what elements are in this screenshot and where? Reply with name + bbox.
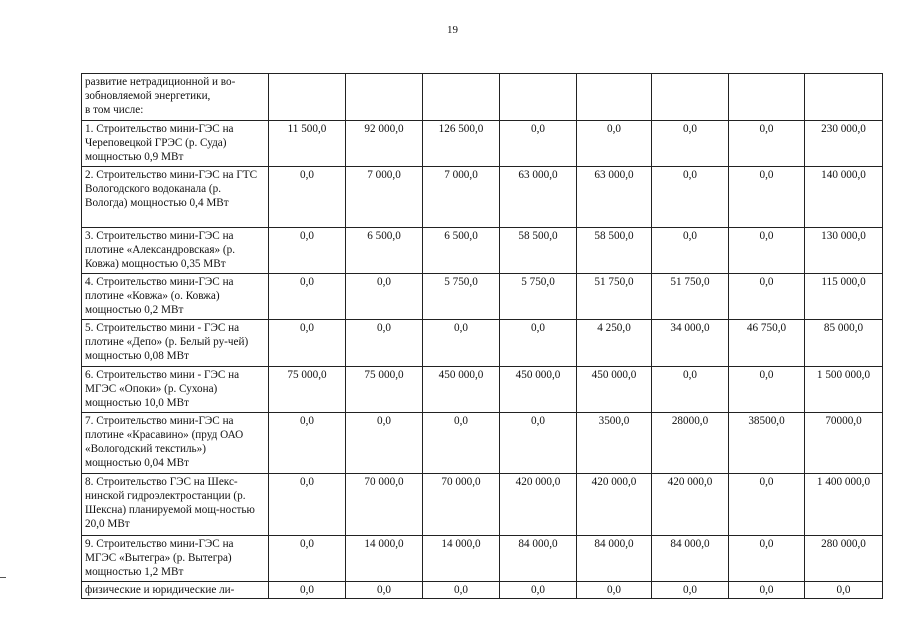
value-cell: 7 000,0 — [346, 167, 423, 228]
value-cell: 450 000,0 — [423, 367, 500, 413]
empty-cell — [423, 74, 500, 121]
value-cell: 0,0 — [269, 536, 346, 582]
value-cell: 0,0 — [346, 413, 423, 474]
value-cell: 0,0 — [577, 582, 652, 599]
empty-cell — [805, 74, 883, 121]
value-cell: 130 000,0 — [805, 228, 883, 274]
value-cell: 0,0 — [346, 320, 423, 367]
value-cell: 0,0 — [729, 274, 805, 320]
value-cell: 230 000,0 — [805, 121, 883, 167]
value-cell: 0,0 — [269, 274, 346, 320]
row-label: развитие нетрадиционной и во- зобновляемой энергетики, в том числе: — [82, 74, 269, 121]
row-label: 2. Строительство мини-ГЭС на ГТС Вологодского водоканала (р. Вологда) мощностью 0,4 МВт — [82, 167, 269, 228]
value-cell: 46 750,0 — [729, 320, 805, 367]
value-cell: 450 000,0 — [500, 367, 577, 413]
financing-table — [81, 73, 883, 599]
table-row — [82, 367, 883, 413]
value-cell: 58 500,0 — [500, 228, 577, 274]
empty-cell — [346, 74, 423, 121]
value-cell: 126 500,0 — [423, 121, 500, 167]
row-label: 8. Строительство ГЭС на Шекс-нинской гидроэлектростанции (р. Шексна) планируемой мощ-ностью 20,0 МВт — [82, 474, 269, 536]
value-cell: 4 250,0 — [577, 320, 652, 367]
value-cell: 14 000,0 — [423, 536, 500, 582]
value-cell: 0,0 — [652, 582, 729, 599]
value-cell: 420 000,0 — [500, 474, 577, 536]
value-cell: 70 000,0 — [346, 474, 423, 536]
value-cell: 84 000,0 — [500, 536, 577, 582]
value-cell: 0,0 — [269, 167, 346, 228]
value-cell: 0,0 — [652, 367, 729, 413]
value-cell: 1 400 000,0 — [805, 474, 883, 536]
value-cell: 6 500,0 — [423, 228, 500, 274]
table-row — [82, 582, 883, 599]
value-cell: 0,0 — [729, 536, 805, 582]
value-cell: 0,0 — [269, 474, 346, 536]
row-label: 7. Строительство мини-ГЭС на плотине «Красавино» (пруд ОАО «Вологодский текстиль») мощностью 0,04 МВт — [82, 413, 269, 474]
value-cell: 51 750,0 — [577, 274, 652, 320]
value-cell: 0,0 — [269, 228, 346, 274]
table-row — [82, 474, 883, 536]
value-cell: 0,0 — [729, 121, 805, 167]
value-cell: 0,0 — [500, 320, 577, 367]
value-cell: 140 000,0 — [805, 167, 883, 228]
value-cell: 34 000,0 — [652, 320, 729, 367]
value-cell: 28000,0 — [652, 413, 729, 474]
value-cell: 84 000,0 — [652, 536, 729, 582]
row-label: 3. Строительство мини-ГЭС на плотине «Александровская» (р. Ковжа) мощностью 0,35 МВт — [82, 228, 269, 274]
empty-cell — [729, 74, 805, 121]
value-cell: 0,0 — [652, 228, 729, 274]
empty-cell — [269, 74, 346, 121]
value-cell: 75 000,0 — [269, 367, 346, 413]
value-cell: 0,0 — [577, 121, 652, 167]
value-cell: 5 750,0 — [500, 274, 577, 320]
value-cell: 5 750,0 — [423, 274, 500, 320]
value-cell: 63 000,0 — [500, 167, 577, 228]
table-row — [82, 121, 883, 167]
value-cell: 0,0 — [729, 167, 805, 228]
value-cell: 75 000,0 — [346, 367, 423, 413]
row-label: 6. Строительство мини - ГЭС на МГЭС «Опоки» (р. Сухона) мощностью 10,0 МВт — [82, 367, 269, 413]
table-row-intro — [82, 74, 883, 121]
empty-cell — [652, 74, 729, 121]
value-cell: 0,0 — [652, 121, 729, 167]
table-row — [82, 536, 883, 582]
value-cell: 7 000,0 — [423, 167, 500, 228]
value-cell: 420 000,0 — [652, 474, 729, 536]
value-cell: 70000,0 — [805, 413, 883, 474]
table-row — [82, 320, 883, 367]
value-cell: 0,0 — [423, 320, 500, 367]
row-label: физические и юридические ли- — [82, 582, 269, 599]
value-cell: 3500,0 — [577, 413, 652, 474]
row-label: 1. Строительство мини-ГЭС на Череповецкой ГРЭС (р. Суда) мощностью 0,9 МВт — [82, 121, 269, 167]
value-cell: 58 500,0 — [577, 228, 652, 274]
value-cell: 0,0 — [729, 228, 805, 274]
value-cell: 14 000,0 — [346, 536, 423, 582]
row-label: 5. Строительство мини - ГЭС на плотине «Депо» (р. Белый ру-чей) мощностью 0,08 МВт — [82, 320, 269, 367]
value-cell: 11 500,0 — [269, 121, 346, 167]
value-cell: 0,0 — [346, 274, 423, 320]
value-cell: 0,0 — [346, 582, 423, 599]
value-cell: 92 000,0 — [346, 121, 423, 167]
value-cell: 6 500,0 — [346, 228, 423, 274]
table-row — [82, 413, 883, 474]
table-row — [82, 167, 883, 228]
value-cell: 0,0 — [269, 582, 346, 599]
value-cell: 0,0 — [500, 413, 577, 474]
value-cell: 0,0 — [423, 582, 500, 599]
value-cell: 0,0 — [729, 582, 805, 599]
value-cell: 0,0 — [729, 474, 805, 536]
empty-cell — [500, 74, 577, 121]
value-cell: 84 000,0 — [577, 536, 652, 582]
row-label: 4. Строительство мини-ГЭС на плотине «Ковжа» (о. Ковжа) мощностью 0,2 МВт — [82, 274, 269, 320]
value-cell: 0,0 — [805, 582, 883, 599]
edge-mark — [0, 577, 6, 578]
value-cell: 63 000,0 — [577, 167, 652, 228]
value-cell: 51 750,0 — [652, 274, 729, 320]
value-cell: 115 000,0 — [805, 274, 883, 320]
value-cell: 0,0 — [500, 121, 577, 167]
value-cell: 85 000,0 — [805, 320, 883, 367]
value-cell: 1 500 000,0 — [805, 367, 883, 413]
page-number: 19 — [447, 24, 458, 36]
value-cell: 38500,0 — [729, 413, 805, 474]
row-label: 9. Строительство мини-ГЭС на МГЭС «Вытегра» (р. Вытегра) мощностью 1,2 МВт — [82, 536, 269, 582]
value-cell: 0,0 — [269, 320, 346, 367]
value-cell: 0,0 — [652, 167, 729, 228]
value-cell: 0,0 — [500, 582, 577, 599]
value-cell: 450 000,0 — [577, 367, 652, 413]
table-row — [82, 274, 883, 320]
empty-cell — [577, 74, 652, 121]
table-row — [82, 228, 883, 274]
value-cell: 0,0 — [423, 413, 500, 474]
value-cell: 420 000,0 — [577, 474, 652, 536]
value-cell: 0,0 — [729, 367, 805, 413]
value-cell: 280 000,0 — [805, 536, 883, 582]
value-cell: 0,0 — [269, 413, 346, 474]
value-cell: 70 000,0 — [423, 474, 500, 536]
